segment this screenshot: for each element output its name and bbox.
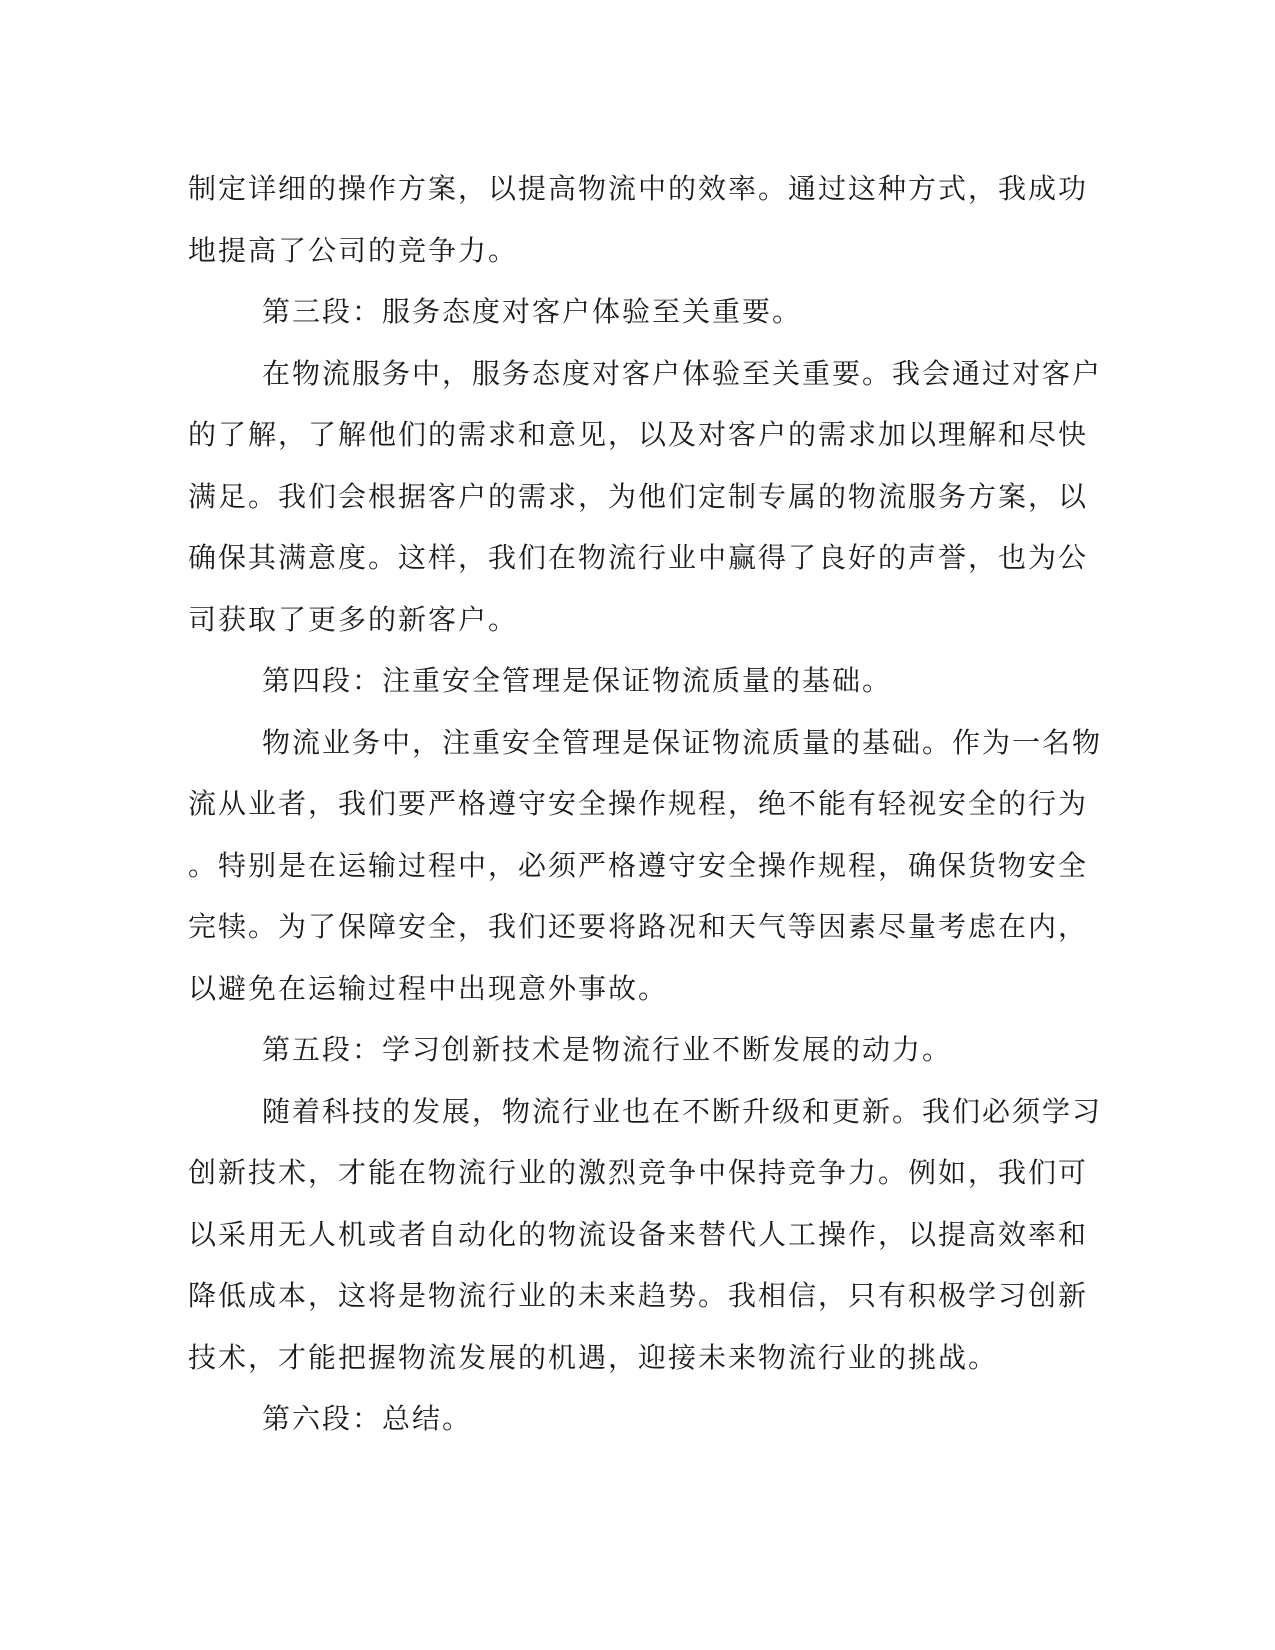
text-line: 流从业者，我们要严格遵守安全操作规程，绝不能有轻视安全的行为 xyxy=(188,787,1089,820)
text-line: 在物流服务中，服务态度对客户体验至关重要。我会通过对客户 xyxy=(262,356,1103,390)
text-line: 的了解，了解他们的需求和意见，以及对客户的需求加以理解和尽快 xyxy=(188,418,1089,451)
text-line: 随着科技的发展，物流行业也在不断升级和更新。我们必须学习 xyxy=(262,1094,1103,1128)
text-line: 完犊。为了保障安全，我们还要将路况和天气等因素尽量考虑在内， xyxy=(188,910,1089,943)
text-line: 确保其满意度。这样，我们在物流行业中赢得了良好的声誉，也为公 xyxy=(188,541,1089,574)
section-heading: 第六段：总结。 xyxy=(262,1402,473,1435)
section-heading: 第五段：学习创新技术是物流行业不断发展的动力。 xyxy=(262,1033,953,1066)
text-line: 以采用无人机或者自动化的物流设备来替代人工操作，以提高效率和 xyxy=(188,1217,1089,1251)
text-line: 。特别是在运输过程中，必须严格遵守安全操作规程，确保货物安全 xyxy=(188,848,1089,882)
text-line: 满足。我们会根据客户的需求，为他们定制专属的物流服务方案，以 xyxy=(188,479,1089,513)
text-line: 技术，才能把握物流发展的机遇，迎接未来物流行业的挑战。 xyxy=(188,1340,999,1374)
text-line: 地提高了公司的竞争力。 xyxy=(188,233,519,267)
text-line: 以避免在运输过程中出现意外事故。 xyxy=(188,971,669,1005)
text-line: 司获取了更多的新客户。 xyxy=(188,602,519,636)
text-line: 制定详细的操作方案，以提高物流中的效率。通过这种方式，我成功 xyxy=(188,172,1089,205)
text-line: 物流业务中，注重安全管理是保证物流质量的基础。作为一名物 xyxy=(262,725,1103,759)
section-heading: 第四段：注重安全管理是保证物流质量的基础。 xyxy=(262,664,893,697)
document-body xyxy=(188,158,1103,1450)
section-heading: 第三段：服务态度对客户体验至关重要。 xyxy=(262,295,803,328)
text-line: 降低成本，这将是物流行业的未来趋势。我相信，只有积极学习创新 xyxy=(188,1279,1089,1312)
text-line: 创新技术，才能在物流行业的激烈竞争中保持竞争力。例如，我们可 xyxy=(188,1156,1089,1189)
